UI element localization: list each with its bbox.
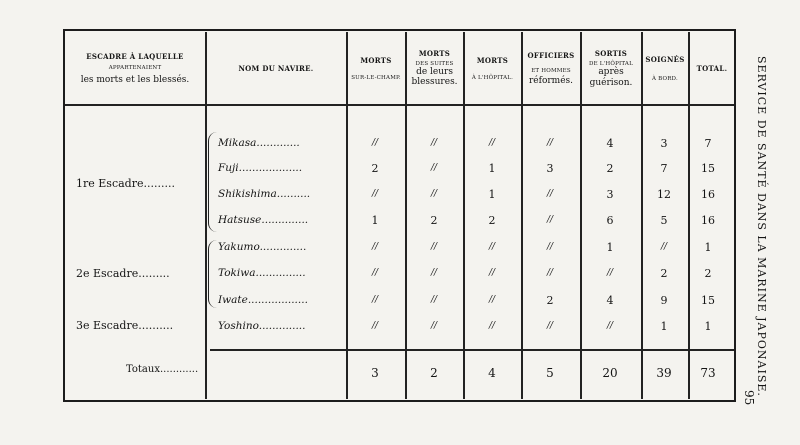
header-text: NOM DU NAVIRE. [238,63,314,73]
total-cell: 39 [656,366,672,380]
escadre-brace [208,132,217,232]
header-navire [207,34,345,104]
table-cell: 3 [660,137,668,150]
table-cell: 3 [546,162,554,175]
ship-name: Iwate.................. [218,294,308,306]
header-morts-suites [407,34,462,104]
table-cell: // [371,268,379,278]
table-cell: 4 [606,294,614,307]
header-text: guérison. [589,77,633,88]
header-text: les morts et les blessés. [80,74,190,85]
table-cell: // [371,321,379,331]
table-cell: // [606,268,614,278]
table-cell: // [546,321,554,331]
table-cell: 2 [488,214,496,227]
header-escadre [66,34,204,104]
header-text: blessures. [411,77,458,88]
table-cell: 7 [704,137,712,150]
ship-name: Yoshino.............. [218,320,306,332]
totals-rule [210,349,734,351]
header-sortis [582,34,640,104]
table-cell: // [371,242,379,252]
header-morts-hopital [465,34,520,104]
header-text: À L'HÔPITAL. [471,74,514,81]
ship-name: Hatsuse.............. [218,214,309,226]
header-morts-champ [348,34,404,104]
table-cell: 6 [606,214,614,227]
header-text: ESCADRE À LAQUELLE [86,52,184,62]
table-cell: // [546,242,554,252]
ship-name: Fuji................... [218,162,303,174]
table-cell: // [488,295,496,305]
table-cell: // [606,321,614,331]
table-cell: // [488,138,496,148]
total-cell: 73 [700,366,716,380]
header-text: MORTS [476,55,509,65]
header-text: SORTIS [594,48,628,58]
total-cell: 5 [546,366,554,380]
total-cell: 20 [602,366,618,380]
table-cell: 1 [606,241,614,254]
header-text: TOTAL. [696,63,728,73]
escadre-label: 3e Escadre.......... [76,319,174,332]
header-text: À BORD. [652,75,678,82]
table-cell: 3 [606,188,614,201]
table-cell: // [430,242,438,252]
header-text: MORTS [360,55,392,65]
header-text: ET HOMMES [531,67,571,74]
table-cell: // [546,268,554,278]
table-cell: 15 [701,162,715,175]
header-text: après [598,67,624,78]
table-cell: // [546,215,554,225]
header-text: de leurs [416,66,453,77]
table-cell: 16 [701,188,715,201]
ship-name: Tokiwa............... [218,267,306,279]
header-text: DE L'HÔPITAL [589,61,633,68]
table-cell: 9 [660,294,668,307]
table-cell: // [546,189,554,199]
table-cell: // [660,242,668,252]
running-head: SERVICE DE SANTÉ DANS LA MARINE JAPONAISE. [755,56,768,397]
header-text: réformés. [528,76,574,86]
total-cell: 4 [488,366,496,380]
header-officiers [523,34,579,104]
table-cell: // [488,321,496,331]
table-cell: 1 [704,320,712,333]
table-cell: 4 [606,137,614,150]
table-cell: 2 [660,267,668,280]
table-cell: 7 [660,162,668,175]
header-text: DES SUITES [415,60,454,67]
table-cell: // [430,295,438,305]
table-cell: // [430,189,438,199]
table-cell: 1 [488,162,496,175]
table-cell: // [430,268,438,278]
table-cell: 16 [701,214,715,227]
total-cell: 2 [430,366,438,380]
table-cell: // [488,268,496,278]
table-cell: // [371,138,379,148]
table-cell: 1 [660,320,668,333]
table-cell: // [371,295,379,305]
escadre-label: 2e Escadre......... [76,267,170,280]
ship-name: Mikasa............. [218,137,300,149]
table-cell: 2 [371,162,379,175]
escadre-label: 1re Escadre......... [76,177,175,190]
table-cell: // [488,242,496,252]
page-number: 95 [742,390,756,406]
table-cell: // [430,138,438,148]
ship-name: Yakumo.............. [218,241,307,253]
header-total [690,34,734,104]
header-text: OFFICIERS [527,50,575,60]
table-cell: // [430,321,438,331]
table-cell: 12 [657,188,671,201]
header-soignes [643,34,687,104]
table-cell: // [371,189,379,199]
table-cell: // [430,163,438,173]
escadre-brace [208,240,217,308]
table-cell: 2 [704,267,712,280]
ship-name: Shikishima.......... [218,188,311,200]
table-cell: // [546,138,554,148]
total-cell: 3 [371,366,379,380]
header-rule [65,104,734,106]
table-cell: 1 [371,214,379,227]
table-cell: 2 [546,294,554,307]
table-cell: 15 [701,294,715,307]
table-cell: 2 [606,162,614,175]
header-text: MORTS [418,49,451,59]
table-cell: 1 [488,188,496,201]
header-text: SOIGNÉS [645,54,685,64]
table-cell: 5 [660,214,668,227]
header-text: APPARTENAIENT [108,65,162,72]
table-cell: 1 [704,241,712,254]
header-text: SUR-LE-CHAMP. [351,74,401,81]
table-cell: 2 [430,214,438,227]
totals-label: Totaux............ [126,364,199,375]
